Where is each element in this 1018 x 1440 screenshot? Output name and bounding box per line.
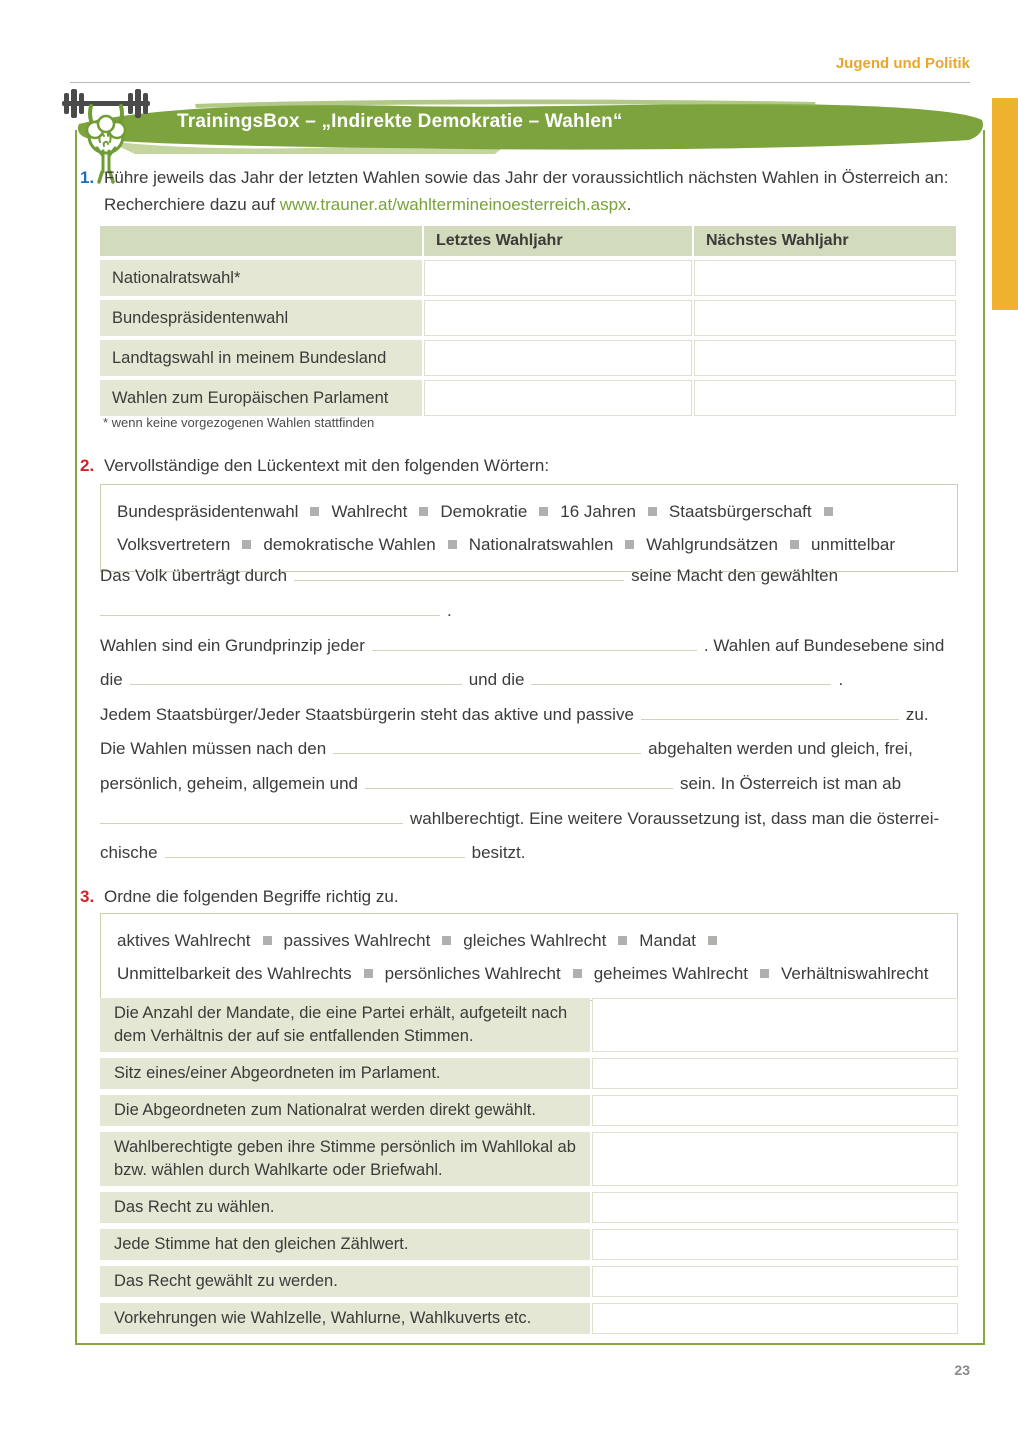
task2-instruction: Vervollständige den Lückentext mit den folgenden Wörtern: — [104, 456, 550, 475]
blank-line[interactable] — [100, 808, 403, 823]
blank-line[interactable] — [100, 601, 440, 616]
answer-cell[interactable] — [424, 380, 692, 416]
blank-line[interactable] — [294, 566, 624, 581]
separator-square — [539, 507, 548, 516]
separator-square — [618, 936, 627, 945]
separator-square — [760, 969, 769, 978]
column-header: Nächstes Wahljahr — [694, 226, 956, 256]
answer-cell[interactable] — [592, 1095, 958, 1126]
separator-square — [263, 936, 272, 945]
cloze-text-segment: und die — [468, 670, 525, 690]
matching-row — [100, 1058, 958, 1089]
task3-heading — [80, 883, 984, 910]
word-bank-item: Wahlgrundsätzen — [646, 535, 778, 554]
answer-cell[interactable] — [424, 340, 692, 376]
word-bank-item: Bundespräsidentenwahl — [117, 502, 299, 521]
cloze-text-segment: Die Wahlen müssen nach den — [100, 739, 327, 759]
word-bank-item: Mandat — [639, 931, 696, 950]
answer-cell[interactable] — [592, 1058, 958, 1089]
answer-cell[interactable] — [424, 300, 692, 336]
task1-number: 1. — [80, 168, 95, 187]
cloze-line — [100, 739, 960, 774]
row-label: Bundespräsidentenwahl — [100, 300, 422, 336]
definition-cell: Sitz eines/einer Abgeordneten im Parlament. — [100, 1058, 590, 1089]
separator-square — [310, 507, 319, 516]
cloze-line — [100, 843, 960, 878]
cloze-text-segment: . — [838, 670, 844, 690]
matching-row — [100, 1303, 958, 1334]
separator-square — [364, 969, 373, 978]
table-row — [100, 260, 958, 296]
cloze-text-segment: Wahlen sind ein Grundprinzip jeder — [100, 635, 365, 655]
definition-cell: Die Anzahl der Mandate, die eine Partei erhält, aufgeteilt nach dem Verhältnis der auf sie entfallenden Stimmen. — [100, 998, 590, 1052]
separator-square — [790, 540, 799, 549]
column-header — [100, 226, 422, 256]
definition-cell: Vorkehrungen wie Wahlzelle, Wahlurne, Wahlkuverts etc. — [100, 1303, 590, 1334]
word-bank-item: passives Wahlrecht — [283, 931, 431, 950]
cloze-text-segment: persönlich, geheim, allgemein und — [100, 774, 358, 793]
separator-square — [708, 936, 717, 945]
word-bank-item: aktives Wahlrecht — [117, 931, 251, 950]
trainingsbox-title: TrainingsBox – „Indirekte Demokratie – Wahlen“ — [177, 111, 623, 132]
matching-table — [100, 998, 958, 1340]
row-label: Wahlen zum Europäischen Parlament — [100, 380, 422, 416]
blank-line[interactable] — [531, 670, 831, 685]
research-link[interactable]: www.trauner.at/wahltermineinoesterreich.aspx — [279, 195, 627, 215]
word-bank-item: Demokratie — [440, 502, 528, 521]
blank-line[interactable] — [165, 843, 465, 858]
cloze-text-segment: . Wahlen auf Bundesebene sind — [703, 635, 945, 655]
answer-cell[interactable] — [592, 1229, 958, 1260]
separator-square — [573, 969, 582, 978]
cloze-text — [100, 566, 960, 877]
matching-row — [100, 1229, 958, 1260]
blank-line[interactable] — [130, 670, 462, 685]
matching-row — [100, 1266, 958, 1297]
matching-row — [100, 1192, 958, 1223]
task3-instruction: Ordne die folgenden Begriffe richtig zu. — [104, 887, 399, 906]
cloze-text-segment: chische — [100, 843, 158, 863]
answer-cell[interactable] — [592, 1266, 958, 1297]
word-bank-item: Nationalratswahlen — [468, 535, 614, 554]
word-bank-item: gleiches Wahlrecht — [463, 931, 607, 950]
table-header-row — [100, 226, 958, 256]
answer-cell[interactable] — [592, 998, 958, 1052]
task3-word-bank — [100, 913, 958, 1001]
table-row — [100, 300, 958, 336]
cloze-text-segment: seine Macht den gewählten — [631, 566, 839, 586]
answer-cell[interactable] — [424, 260, 692, 296]
definition-cell: Wahlberechtigte geben ihre Stimme persönlich im Wahllokal ab bzw. wählen durch Wahlkarte oder Briefwahl. — [100, 1132, 590, 1186]
answer-cell[interactable] — [694, 300, 956, 336]
answer-cell[interactable] — [592, 1192, 958, 1223]
task2-word-bank — [100, 484, 958, 572]
cloze-text-segment: abgehalten werden und gleich, frei, — [648, 739, 913, 759]
page-number: 23 — [954, 1362, 970, 1378]
blank-line[interactable] — [641, 704, 899, 719]
word-bank-item: persönliches Wahlrecht — [384, 964, 561, 983]
cloze-text-segment: wahlberechtigt. Eine weitere Voraussetzung ist, dass man die österrei- — [410, 808, 940, 828]
separator-square — [448, 540, 457, 549]
header-rule — [70, 82, 970, 83]
task2-heading — [80, 452, 984, 479]
chapter-side-tab — [992, 98, 1018, 310]
answer-cell[interactable] — [694, 260, 956, 296]
answer-cell[interactable] — [694, 340, 956, 376]
cloze-text-segment: zu. — [905, 704, 929, 724]
cloze-line — [100, 774, 960, 809]
column-header: Letztes Wahljahr — [424, 226, 692, 256]
trainingsbox-banner — [75, 96, 987, 154]
word-bank-item: unmittelbar — [810, 535, 896, 554]
separator-square — [648, 507, 657, 516]
definition-cell: Die Abgeordneten zum Nationalrat werden direkt gewählt. — [100, 1095, 590, 1126]
cloze-line — [100, 670, 960, 705]
answer-cell[interactable] — [694, 380, 956, 416]
word-bank-item: Unmittelbarkeit des Wahlrechts — [117, 964, 352, 983]
cloze-line — [100, 808, 960, 843]
table-row — [100, 340, 958, 376]
word-bank-item: Wahlrecht — [331, 502, 408, 521]
matching-row — [100, 1132, 958, 1186]
word-bank-item: 16 Jahren — [560, 502, 636, 521]
separator-square — [242, 540, 251, 549]
task3-number: 3. — [80, 887, 95, 906]
word-bank-item: demokratische Wahlen — [263, 535, 436, 554]
chapter-header: Jugend und Politik — [835, 55, 970, 72]
blank-line[interactable] — [365, 774, 673, 789]
word-bank-item: Staatsbürgerschaft — [668, 502, 812, 521]
answer-cell[interactable] — [592, 1132, 958, 1186]
task2-number: 2. — [80, 456, 95, 475]
task1-heading — [80, 164, 984, 218]
definition-cell: Das Recht gewählt zu werden. — [100, 1266, 590, 1297]
word-bank-item: Verhältniswahlrecht — [781, 964, 929, 983]
cloze-text-segment: besitzt. — [471, 843, 526, 863]
cloze-text-segment: Das Volk überträgt durch — [100, 566, 288, 586]
table-row — [100, 380, 958, 416]
blank-line[interactable] — [333, 739, 641, 754]
cloze-text-segment: Jedem Staatsbürger/Jeder Staatsbürgerin steht das aktive und passive — [100, 704, 634, 724]
separator-square — [419, 507, 428, 516]
cloze-line — [100, 704, 960, 739]
separator-square — [625, 540, 634, 549]
definition-cell: Jede Stimme hat den gleichen Zählwert. — [100, 1229, 590, 1260]
cloze-line — [100, 635, 960, 670]
word-bank-item: geheimes Wahlrecht — [593, 964, 749, 983]
answer-cell[interactable] — [592, 1303, 958, 1334]
matching-row — [100, 1095, 958, 1126]
row-label: Nationalratswahl* — [100, 260, 422, 296]
cloze-line — [100, 566, 960, 601]
cloze-text-segment: sein. In Österreich ist man ab — [680, 774, 902, 793]
cloze-text-segment: die — [100, 670, 123, 690]
matching-row — [100, 998, 958, 1052]
definition-cell: Das Recht zu wählen. — [100, 1192, 590, 1223]
task1-instruction: Führe jeweils das Jahr der letzten Wahlen sowie das Jahr der voraussichtlich nächsten Wahlen in Österreich an: Recherchiere dazu auf www.trauner.at/wahltermineinoesterreich.aspx. — [104, 168, 949, 215]
separator-square — [824, 507, 833, 516]
election-years-table — [100, 226, 958, 420]
separator-square — [442, 936, 451, 945]
cloze-text-segment: . — [447, 601, 452, 621]
blank-line[interactable] — [372, 635, 697, 650]
cloze-line — [100, 601, 960, 636]
word-bank-item: Volksvertretern — [117, 535, 231, 554]
row-label: Landtagswahl in meinem Bundesland — [100, 340, 422, 376]
table-footnote: * wenn keine vorgezogenen Wahlen stattfinden — [103, 415, 375, 430]
